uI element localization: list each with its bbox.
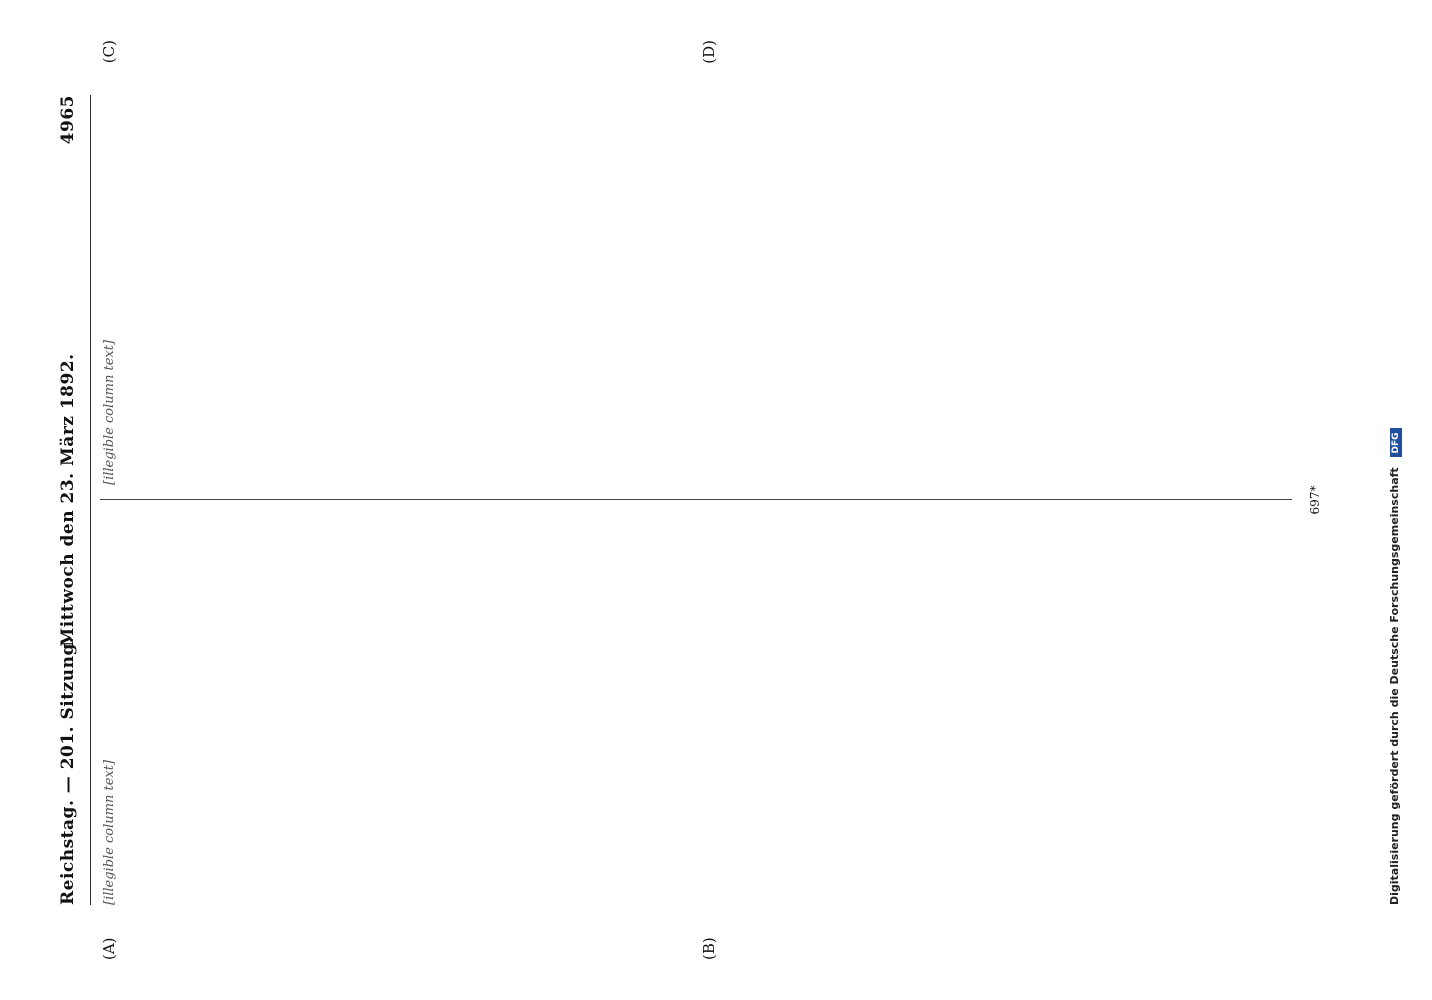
margin-letter-a: (A) [100, 937, 118, 960]
column-divider [100, 499, 1292, 500]
sheet-signature: 697* [1308, 485, 1322, 515]
header-left: Reichstag. — 201. Sitzung. [58, 636, 78, 905]
header-center: Mittwoch den 23. März 1892. [58, 353, 78, 647]
margin-letter-b: (B) [700, 937, 718, 960]
dfg-logo: DFG [1390, 428, 1402, 457]
digitization-credit [1388, 95, 1402, 905]
right-column [100, 95, 1292, 485]
margin-letter-d: (D) [700, 40, 718, 64]
left-column [100, 515, 1292, 905]
header-rule [90, 95, 91, 905]
column-placeholder: [illegible column text] [102, 339, 117, 485]
credit-text: Digitalisierung gefördert durch die Deutsche Forschungsgemeinschaft [1388, 467, 1401, 905]
column-placeholder: [illegible column text] [102, 759, 117, 905]
page-number: 4965 [58, 95, 78, 145]
running-header [58, 95, 84, 905]
margin-letter-c: (C) [100, 40, 118, 64]
